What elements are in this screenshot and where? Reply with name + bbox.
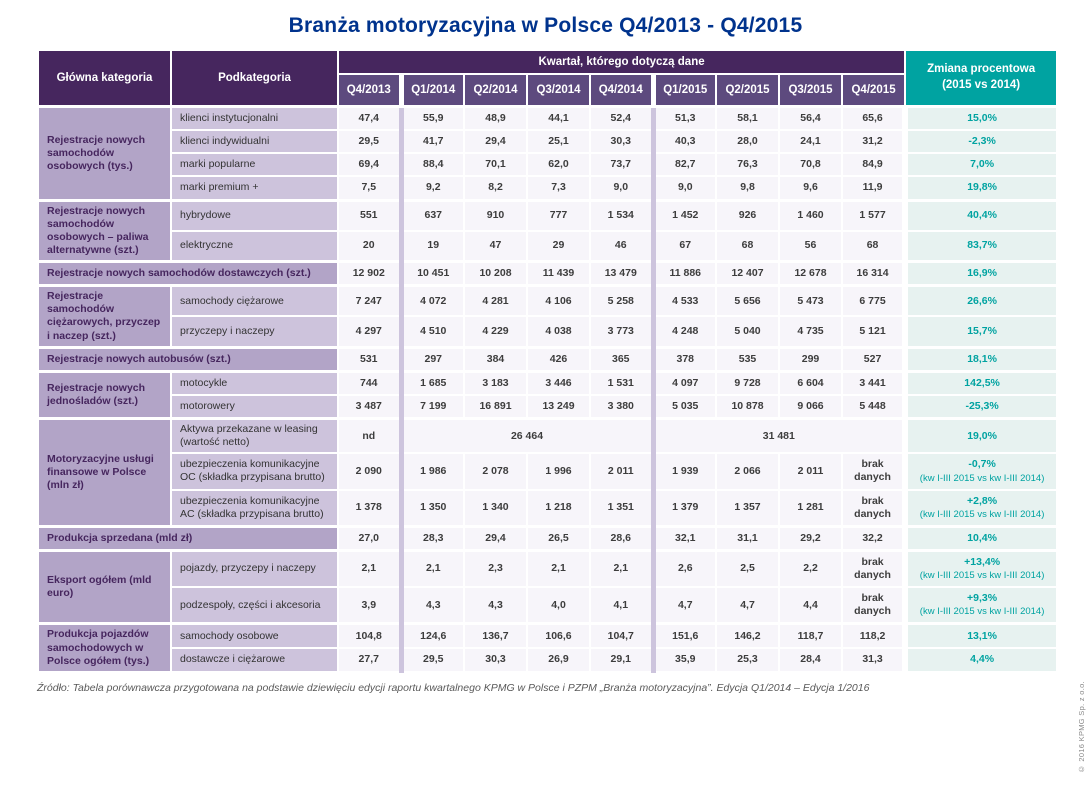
value-cell: 29,1 [590,648,653,672]
value-cell: 31,2 [842,130,905,153]
value-cell: 5 656 [716,286,779,317]
header-main-category: Główna kategoria [38,50,171,107]
value-cell: 3 773 [590,316,653,347]
header-quarters-title: Kwartał, którego dotyczą dane [338,50,905,74]
subcategory-cell: marki popularne [171,153,338,176]
change-value: 10,4% [967,531,997,544]
value-cell: 3,9 [338,587,401,624]
table-row [38,371,1057,395]
value-cell: 1 350 [401,490,464,527]
value-cell: 26,5 [527,526,590,550]
value-cell: 104,8 [338,624,401,648]
change-note: (kw I-III 2015 vs kw I-III 2014) [919,606,1045,618]
value-cell: 31,3 [842,648,905,672]
value-cell: 29,2 [779,526,842,550]
value-cell: 12 407 [716,262,779,286]
change-value: 19,0% [967,429,997,442]
subcategory-cell: klienci indywidualni [171,130,338,153]
value-cell: 27,0 [338,526,401,550]
value-cell: 29,4 [464,526,527,550]
value-cell: 12 902 [338,262,401,286]
table-row [38,648,1057,672]
value-cell: 4 097 [653,371,716,395]
value-cell: 146,2 [716,624,779,648]
category-cell: Rejestracje nowych jednośladów (szt.) [38,371,171,418]
change-value: 40,4% [967,209,997,222]
value-cell: 3 380 [590,395,653,419]
value-cell: brak danych [842,490,905,527]
header-subcategory: Podkategoria [171,50,338,107]
quarter-header: Q3/2015 [779,74,842,107]
value-cell: 7 199 [401,395,464,419]
change-value: 83,7% [967,239,997,252]
table-row [38,231,1057,262]
value-cell: 73,7 [590,153,653,176]
table-row [38,130,1057,153]
table-row [38,316,1057,347]
change-cell [905,286,1057,317]
table-row [38,395,1057,419]
value-cell: 2,3 [464,550,527,587]
value-cell: 4 248 [653,316,716,347]
change-cell [905,347,1057,371]
value-cell: 4,7 [716,587,779,624]
value-cell: 4,3 [401,587,464,624]
change-value: 7,0% [970,158,995,171]
value-cell: 1 685 [401,371,464,395]
change-value: -2,3% [968,135,996,148]
value-cell: 40,3 [653,130,716,153]
change-cell [905,587,1057,624]
page-title: Branża motoryzacyjna w Polsce Q4/2013 - Q4/2015 [288,14,803,37]
category-cell: Eksport ogółem (mld euro) [38,550,171,624]
table-row [38,286,1057,317]
value-cell: 28,6 [590,526,653,550]
subcategory-cell: samochody osobowe [171,624,338,648]
quarter-header: Q4/2014 [590,74,653,107]
change-value: 15,7% [967,324,997,337]
value-cell: 44,1 [527,107,590,131]
value-cell: 29 [527,231,590,262]
value-cell: 1 351 [590,490,653,527]
value-cell: 9,2 [401,176,464,200]
value-cell: 48,9 [464,107,527,131]
value-cell: 118,7 [779,624,842,648]
value-cell: 1 996 [527,453,590,489]
subcategory-cell: motocykle [171,371,338,395]
value-cell: 31,1 [716,526,779,550]
value-cell: 88,4 [401,153,464,176]
value-cell: 56,4 [779,107,842,131]
value-cell: 4,4 [779,587,842,624]
category-cell: Rejestracje nowych samochodów osobowych – paliwa alternatywne (szt.) [38,200,171,262]
quarter-header: Q4/2013 [338,74,401,107]
value-cell: 65,6 [842,107,905,131]
value-cell: 9,0 [653,176,716,200]
category-cell: Rejestracje nowych samochodów osobowych (tys.) [38,107,171,201]
category-cell: Rejestracje samochodów ciężarowych, przyczep i naczep (szt.) [38,286,171,348]
value-cell: 11 886 [653,262,716,286]
value-cell: 3 441 [842,371,905,395]
value-cell: 2 011 [590,453,653,489]
value-cell: 28,4 [779,648,842,672]
value-cell: 4,3 [464,587,527,624]
change-value: +2,8% [967,494,998,507]
value-cell: nd [338,419,401,454]
value-cell: 1 452 [653,200,716,231]
value-cell: 106,6 [527,624,590,648]
value-cell: 10 451 [401,262,464,286]
value-cell: 24,1 [779,130,842,153]
value-cell: 56 [779,231,842,262]
value-cell: 9 066 [779,395,842,419]
value-cell: 16 891 [464,395,527,419]
change-cell [905,550,1057,587]
value-cell: 378 [653,347,716,371]
value-cell: 10 208 [464,262,527,286]
subcategory-cell: Aktywa przekazane w leasing (wartość netto) [171,419,338,454]
value-cell: 4 038 [527,316,590,347]
value-cell: 4,0 [527,587,590,624]
value-cell: brak danych [842,550,905,587]
change-cell [905,231,1057,262]
table-row [38,624,1057,648]
value-cell: 16 314 [842,262,905,286]
value-cell: 4 106 [527,286,590,317]
value-cell: 84,9 [842,153,905,176]
value-cell: 777 [527,200,590,231]
value-cell: 5 473 [779,286,842,317]
value-cell: 1 379 [653,490,716,527]
value-cell: 11 439 [527,262,590,286]
value-cell: 2,2 [779,550,842,587]
value-cell: 26 464 [401,419,653,454]
value-cell: 118,2 [842,624,905,648]
table-row [38,153,1057,176]
value-cell: 4,1 [590,587,653,624]
value-cell: 62,0 [527,153,590,176]
table-row [38,262,1057,286]
change-value: 26,6% [967,294,997,307]
subcategory-cell: motorowery [171,395,338,419]
value-cell: 29,4 [464,130,527,153]
value-cell: 10 878 [716,395,779,419]
subcategory-cell: przyczepy i naczepy [171,316,338,347]
value-cell: 70,1 [464,153,527,176]
value-cell: 297 [401,347,464,371]
value-cell: 31 481 [653,419,905,454]
change-note: (kw I-III 2015 vs kw I-III 2014) [919,570,1045,582]
change-cell [905,453,1057,489]
value-cell: 41,7 [401,130,464,153]
value-cell: 25,1 [527,130,590,153]
value-cell: 1 218 [527,490,590,527]
change-value: -25,3% [965,399,999,412]
value-cell: 1 378 [338,490,401,527]
subcategory-cell: hybrydowe [171,200,338,231]
value-cell: 28,3 [401,526,464,550]
change-cell [905,200,1057,231]
value-cell: 47 [464,231,527,262]
value-cell: 68 [842,231,905,262]
value-cell: 1 281 [779,490,842,527]
subcategory-cell: podzespoły, części i akcesoria [171,587,338,624]
change-cell [905,130,1057,153]
quarter-header: Q1/2014 [401,74,464,107]
change-note: (kw I-III 2015 vs kw I-III 2014) [919,472,1045,484]
quarter-header: Q3/2014 [527,74,590,107]
value-cell: 9,6 [779,176,842,200]
value-cell: 4 510 [401,316,464,347]
value-cell: 5 448 [842,395,905,419]
change-cell [905,262,1057,286]
value-cell: 744 [338,371,401,395]
value-cell: 7,5 [338,176,401,200]
table-body [38,107,1057,672]
value-cell: 7 247 [338,286,401,317]
value-cell: 58,1 [716,107,779,131]
change-cell [905,107,1057,131]
value-cell: brak danych [842,587,905,624]
subcategory-cell: klienci instytucjonalni [171,107,338,131]
value-cell: 4 735 [779,316,842,347]
value-cell: 46 [590,231,653,262]
value-cell: 124,6 [401,624,464,648]
value-cell: 535 [716,347,779,371]
subcategory-cell: pojazdy, przyczepy i naczepy [171,550,338,587]
value-cell: 1 357 [716,490,779,527]
table-row [38,419,1057,454]
value-cell: 4 297 [338,316,401,347]
value-cell: 4 533 [653,286,716,317]
value-cell: 11,9 [842,176,905,200]
value-cell: 26,9 [527,648,590,672]
category-cell: Produkcja sprzedana (mld zł) [38,526,338,550]
value-cell: 12 678 [779,262,842,286]
value-cell: 551 [338,200,401,231]
subcategory-cell: ubezpieczenia komunikacyjne AC (składka przypisana brutto) [171,490,338,527]
value-cell: 7,3 [527,176,590,200]
change-value: 142,5% [964,376,1000,389]
value-cell: 2,1 [401,550,464,587]
value-cell: 527 [842,347,905,371]
value-cell: 28,0 [716,130,779,153]
value-cell: 52,4 [590,107,653,131]
value-cell: 5 258 [590,286,653,317]
subcategory-cell: marki premium + [171,176,338,200]
value-cell: 19 [401,231,464,262]
value-cell: 637 [401,200,464,231]
value-cell: 20 [338,231,401,262]
table-row [38,200,1057,231]
value-cell: 299 [779,347,842,371]
value-cell: 4,7 [653,587,716,624]
change-cell [905,316,1057,347]
value-cell: 32,2 [842,526,905,550]
value-cell: 531 [338,347,401,371]
table-row [38,176,1057,200]
category-cell: Motoryzacyjne usługi finansowe w Polsce (mln zł) [38,419,171,527]
value-cell: 6 604 [779,371,842,395]
value-cell: 926 [716,200,779,231]
change-cell [905,371,1057,395]
value-cell: 4 229 [464,316,527,347]
value-cell: 1 939 [653,453,716,489]
value-cell: 8,2 [464,176,527,200]
value-cell: 3 487 [338,395,401,419]
value-cell: 1 577 [842,200,905,231]
value-cell: 136,7 [464,624,527,648]
value-cell: 4 072 [401,286,464,317]
value-cell: 68 [716,231,779,262]
value-cell: 5 121 [842,316,905,347]
value-cell: 35,9 [653,648,716,672]
header-change-title: Zmiana procentowa (2015 vs 2014) [905,50,1057,107]
change-cell [905,648,1057,672]
quarter-header: Q2/2014 [464,74,527,107]
value-cell: 30,3 [464,648,527,672]
change-value: 4,4% [970,653,995,666]
value-cell: 151,6 [653,624,716,648]
value-cell: 426 [527,347,590,371]
quarter-header: Q2/2015 [716,74,779,107]
value-cell: 2 011 [779,453,842,489]
table-header [38,50,1057,107]
change-value: 16,9% [967,267,997,279]
value-cell: 67 [653,231,716,262]
table-row [38,526,1057,550]
value-cell: 9,0 [590,176,653,200]
value-cell: 13 249 [527,395,590,419]
table-row [38,107,1057,131]
table-row [38,453,1057,489]
value-cell: 2,1 [590,550,653,587]
value-cell: 2,6 [653,550,716,587]
change-cell [905,153,1057,176]
change-cell [905,395,1057,419]
value-cell: 9 728 [716,371,779,395]
change-value: 13,1% [967,629,997,642]
change-value: 19,8% [967,181,997,194]
value-cell: 1 986 [401,453,464,489]
change-value: 18,1% [967,352,997,365]
change-note: (kw I-III 2015 vs kw I-III 2014) [919,508,1045,520]
value-cell: 29,5 [401,648,464,672]
subcategory-cell: dostawcze i ciężarowe [171,648,338,672]
value-cell: 3 183 [464,371,527,395]
value-cell: 55,9 [401,107,464,131]
value-cell: 384 [464,347,527,371]
value-cell: 30,3 [590,130,653,153]
table-row [38,490,1057,527]
value-cell: 9,8 [716,176,779,200]
quarter-header: Q1/2015 [653,74,716,107]
data-table [37,49,1058,673]
value-cell: 2 066 [716,453,779,489]
value-cell: 82,7 [653,153,716,176]
value-cell: brak danych [842,453,905,489]
subcategory-cell: elektryczne [171,231,338,262]
value-cell: 910 [464,200,527,231]
change-value: +9,3% [967,592,998,605]
value-cell: 2,1 [527,550,590,587]
value-cell: 3 446 [527,371,590,395]
subcategory-cell: samochody ciężarowe [171,286,338,317]
value-cell: 27,7 [338,648,401,672]
value-cell: 2 078 [464,453,527,489]
value-cell: 2,1 [338,550,401,587]
value-cell: 29,5 [338,130,401,153]
value-cell: 1 340 [464,490,527,527]
table-row [38,587,1057,624]
value-cell: 1 460 [779,200,842,231]
value-cell: 25,3 [716,648,779,672]
category-cell: Produkcja pojazdów samochodowych w Polsce ogółem (tys.) [38,624,171,672]
value-cell: 4 281 [464,286,527,317]
value-cell: 5 040 [716,316,779,347]
source-note: Źródło: Tabela porównawcza przygotowana na podstawie dziewięciu edycji raportu kwartalnego KPMG w Polsce i PZPM „Branża motoryzacyjna”. Edycja Q1/2014 – Edycja 1/2016 [37,681,870,694]
value-cell: 1 534 [590,200,653,231]
value-cell: 69,4 [338,153,401,176]
subcategory-cell: ubezpieczenia komunikacyjne OC (składka przypisana brutto) [171,453,338,489]
value-cell: 104,7 [590,624,653,648]
value-cell: 2,5 [716,550,779,587]
value-cell: 13 479 [590,262,653,286]
copyright-note: © 2016 KPMG Sp. z o.o. [1077,680,1086,773]
value-cell: 76,3 [716,153,779,176]
value-cell: 5 035 [653,395,716,419]
value-cell: 6 775 [842,286,905,317]
change-cell [905,176,1057,200]
change-cell [905,419,1057,454]
category-cell: Rejestracje nowych autobusów (szt.) [38,347,338,371]
change-value: -0,7% [968,458,996,471]
value-cell: 1 531 [590,371,653,395]
value-cell: 365 [590,347,653,371]
change-cell [905,526,1057,550]
category-cell: Rejestracje nowych samochodów dostawczych (szt.) [38,262,338,286]
change-value: +13,4% [964,556,1001,568]
table-row [38,550,1057,587]
change-cell [905,490,1057,527]
value-cell: 47,4 [338,107,401,131]
value-cell: 51,3 [653,107,716,131]
quarter-header: Q4/2015 [842,74,905,107]
change-cell [905,624,1057,648]
value-cell: 32,1 [653,526,716,550]
table-row [38,347,1057,371]
change-value: 15,0% [967,112,997,124]
value-cell: 2 090 [338,453,401,489]
value-cell: 70,8 [779,153,842,176]
